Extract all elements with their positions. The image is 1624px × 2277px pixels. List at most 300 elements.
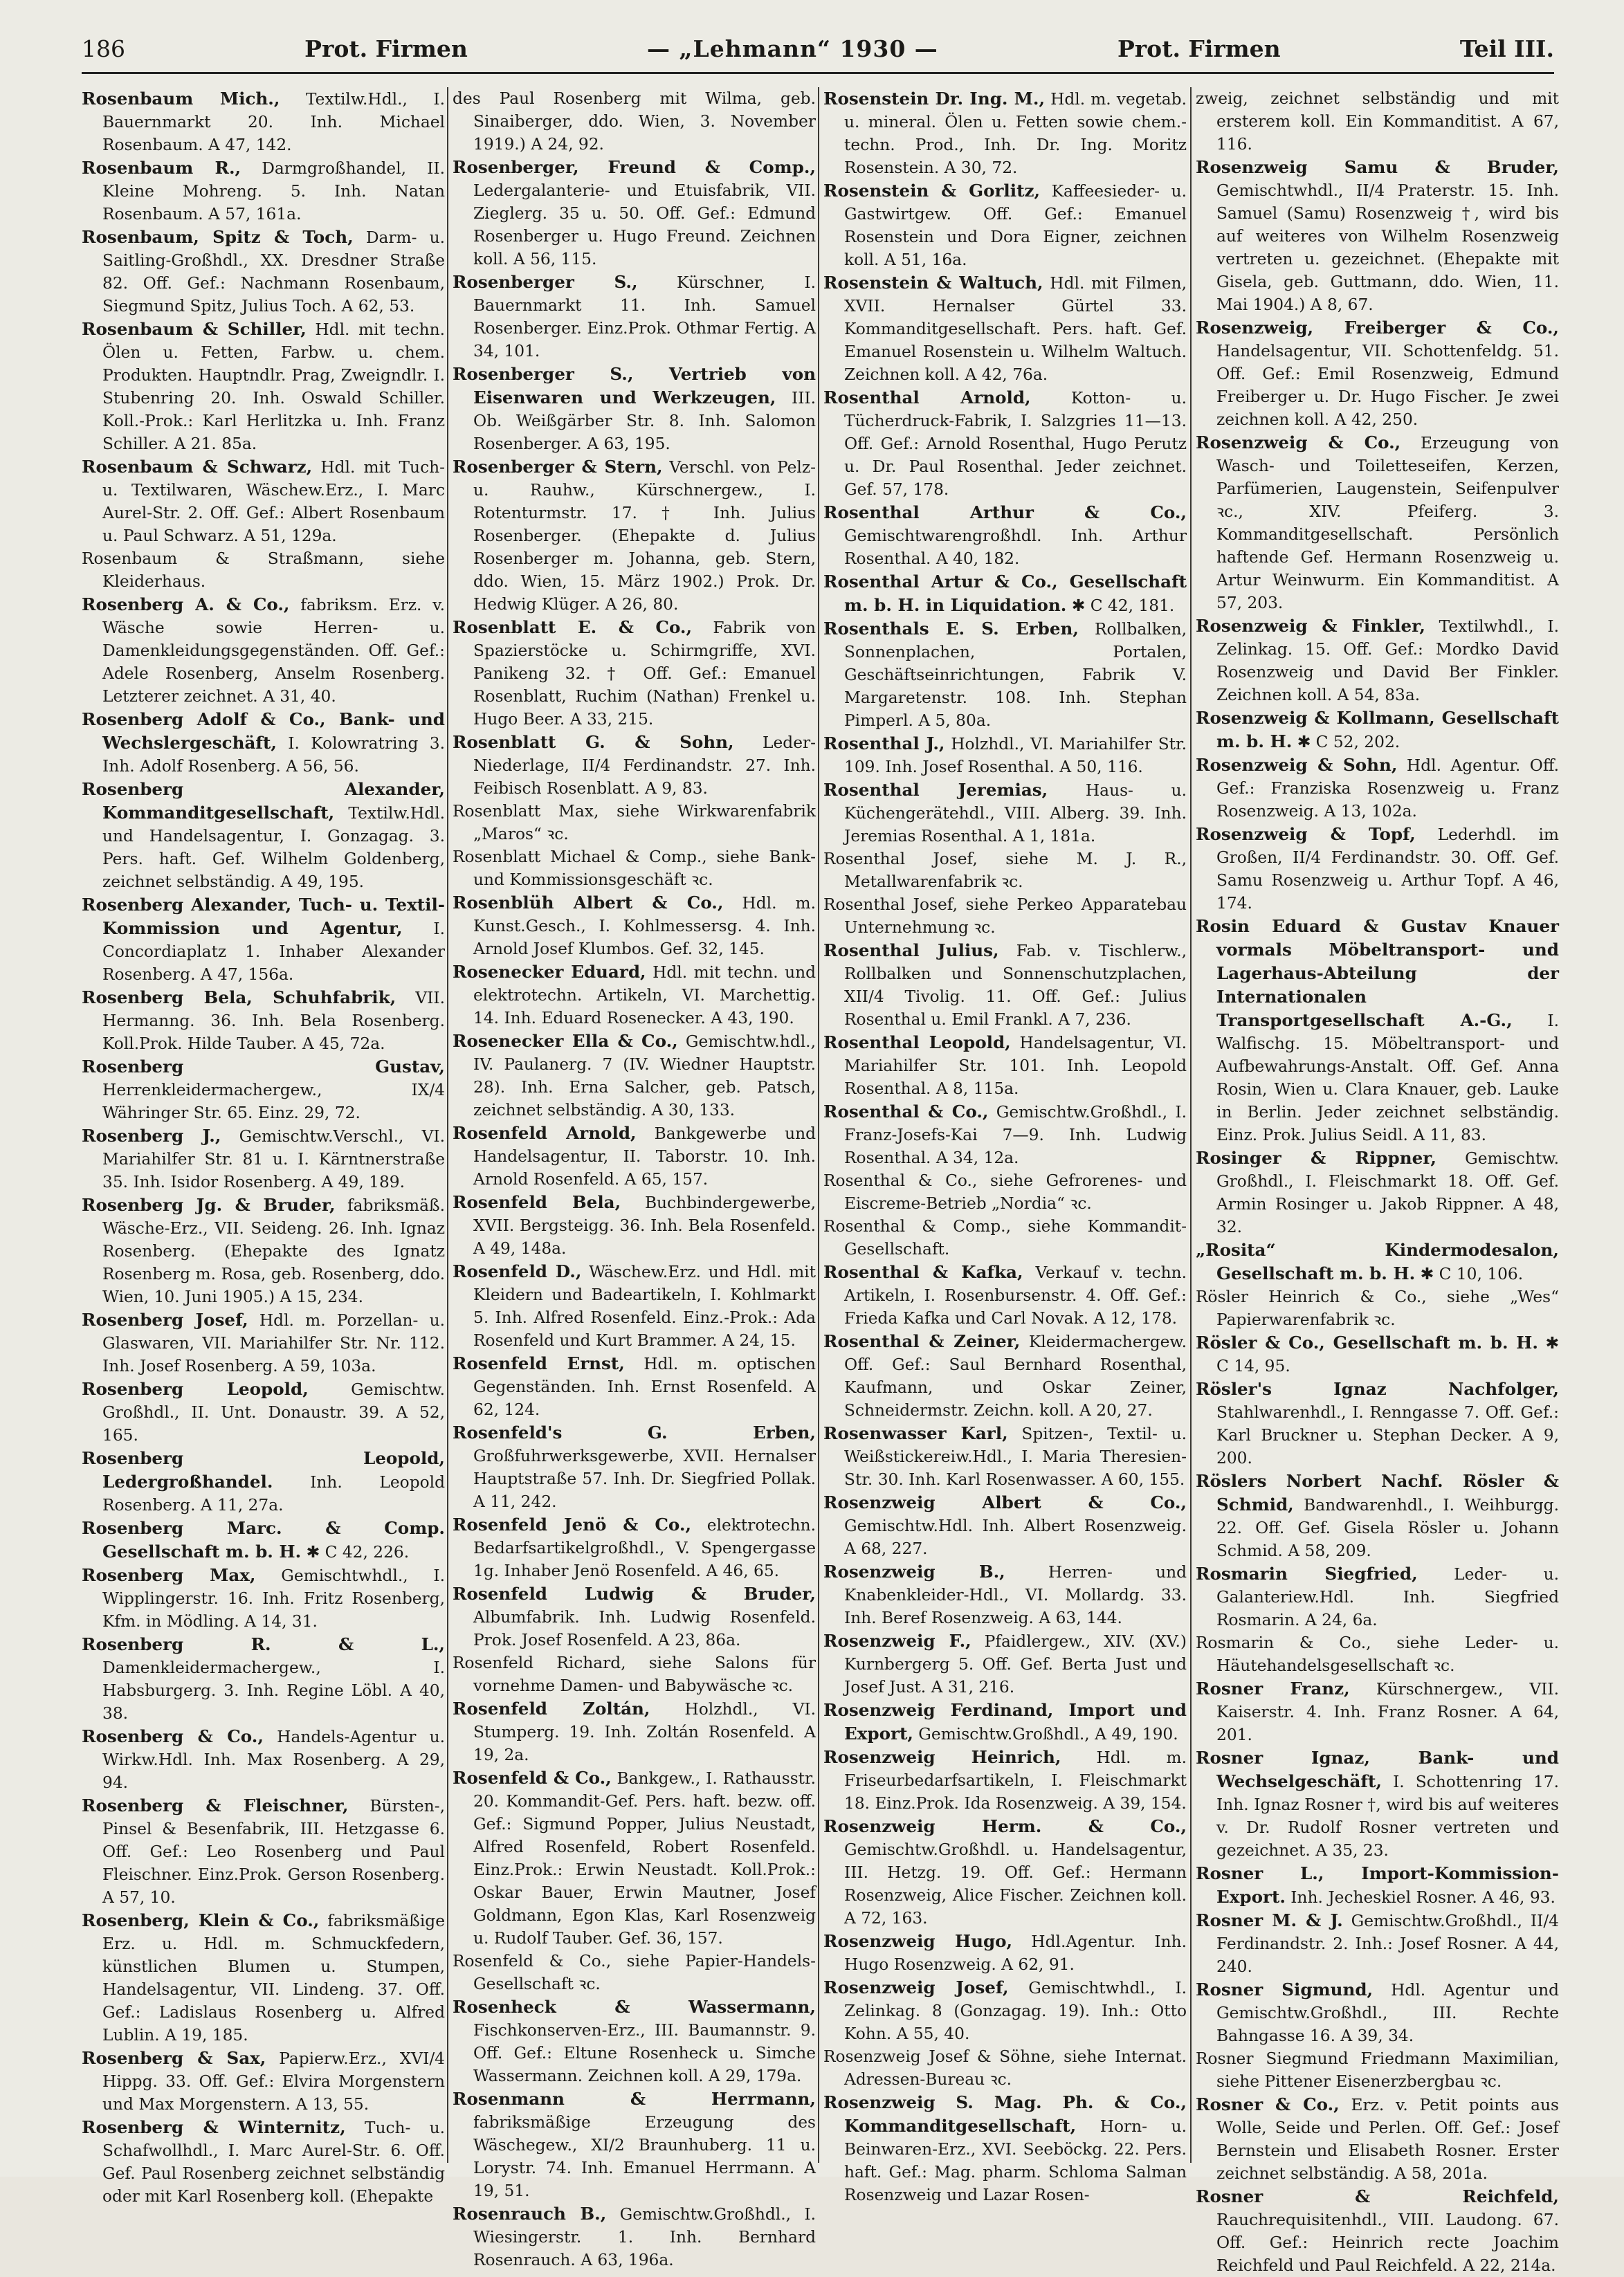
firm-details: Inh. Leopold Rosenberg. A 11, 27a.	[102, 1473, 446, 1515]
firm-details: Gemischtw.Großhdl., I. Wiesingerstr. 1. Inh. Bernhard Rosenrauch. A 63, 196a.	[473, 2205, 816, 2269]
firm-details: ✱ C 10, 106.	[1420, 1265, 1524, 1283]
firm-name: Rosenblatt G. & Sohn,	[453, 732, 734, 752]
firm-details: Gemischtwhdl., I. Zelinkag. 8 (Gonzagag. 19). Inh.: Otto Kohn. A 55, 40.	[844, 1979, 1187, 2043]
firm-details: I. Walfischg. 15. Möbeltransport- und Aufbewahrungs-Anstalt. Off. Gef. Anna Rosin, Wien u. Clara Knauer, geb. Lauke in Berlin. Jeder zeichnet selbständig. Einz. Prok. Julius Seidl. A 11, 83.	[1216, 1012, 1559, 1144]
firm-details: Gemischtw.Verschl., VI. Mariahilfer Str. 81 u. I. Kärntnerstraße 35. Inh. Isidor Rosenberg. A 49, 189.	[102, 1127, 445, 1191]
firm-details: Kaffeesieder- u. Gastwirtgew. Off. Gef.: Emanuel Rosenstein und Dora Eigner, zeichnen koll. A 51, 16a.	[844, 182, 1187, 269]
firm-name: Rosenberg Jg. & Bruder,	[82, 1195, 336, 1215]
firm-name: Rosenzweig F.,	[823, 1631, 971, 1651]
firm-name: Rosenstein & Gorlitz,	[823, 181, 1041, 201]
firm-name: Rosenzweig & Kollmann, Gesellschaft m. b. H.	[1196, 708, 1559, 751]
directory-entry	[823, 1330, 1187, 1422]
firm-details: Papierw.Erz., XVI/4 Hippg. 33. Off. Gef.: Elvira Morgenstern und Max Morgenstern. A 13, 55.	[102, 2049, 445, 2114]
directory-entry	[1196, 1286, 1559, 1331]
directory-entry	[82, 1517, 445, 1564]
firm-name: Rosenzweig Heinrich,	[823, 1747, 1061, 1767]
firm-details: siehe Papier-Handels-Gesellschaft ꝛc.	[473, 1952, 816, 1993]
firm-name: Rosenbaum, Spitz & Toch,	[82, 227, 354, 247]
firm-name: Rosin Eduard & Gustav Knauer vormals Möbeltransport- und Lagerhaus-Abteilung der Internationalen Transportgesellschaft A.-G.,	[1196, 916, 1559, 1030]
firm-name: Rosenzweig & Finkler,	[1196, 616, 1425, 636]
firm-details: ✱ C 42, 181.	[1071, 596, 1175, 615]
directory-entry	[453, 156, 816, 271]
directory-entry	[453, 1995, 816, 2087]
firm-name: Rosenbaum R.,	[82, 158, 241, 178]
section-title-left: Prot. Firmen	[304, 35, 468, 62]
firm-name: Rosenzweig Hugo,	[823, 1931, 1013, 1951]
firm-name: Rosenfeld Ludwig & Bruder,	[453, 1584, 816, 1604]
firm-details: Leder- u. Galanteriew.Hdl. Inh. Siegfried Rosmarin. A 24, 6a.	[1216, 1565, 1559, 1629]
firm-details: fabriksm. Erz. v. Wäsche sowie Herren- u. Damenkleidungsgegenständen. Off. Gef.: Adele Rosenberg, Anselm Rosenberg. Letzterer zeichnet. A 31, 40.	[102, 596, 445, 706]
firm-details: Hdl. m. Friseurbedarfsartikeln, I. Fleischmarkt 18. Einz.Prok. Ida Rosenzweig. A 39, 154.	[844, 1748, 1187, 1813]
firm-details: Bürsten-, Pinsel & Besenfabrik, III. Hetzgasse 6. Off. Gef.: Leo Rosenberg und Paul Fleischner. Einz.Prok. Gerson Rosenberg. A 57, 10.	[102, 1797, 445, 1907]
directory-entry	[453, 271, 816, 363]
directory-entry	[82, 986, 445, 1055]
firm-name: Rosenberger, Freund & Comp.,	[453, 157, 816, 177]
firm-details: Rauchrequisitenhdl., VIII. Laudong. 67. Off. Gef.: Heinrich recte Joachim Reichfeld und Paul Reichfeld. A 22, 214a.	[1216, 2211, 1559, 2275]
directory-entry	[823, 1100, 1187, 1169]
firm-details: Hdl. mit techn. Ölen u. Fetten, Farbw. u. chem. Produkten. Hauptndlr. Prag, Zweigndlr. I. Stubenring 20. Inh. Oswald Schiller. Koll.-Prok.: Karl Herlitzka u. Inh. Franz Schiller. A 21. 85a.	[102, 320, 445, 453]
firm-details: III. Ob. Weißgärber Str. 8. Inh. Salomon Rosenberger. A 63, 195.	[473, 389, 816, 453]
firm-details: I. Schottenring 17. Inh. Ignaz Rosner †, wird bis auf weiteres v. Dr. Rudolf Rosner vertreten und gezeichnet. A 35, 23.	[1216, 1773, 1560, 1860]
directory-entry	[82, 1124, 445, 1194]
firm-details: fabriksmäßige Erzeugung des Wäschegew., XI/2 Braunhuberg. 11 u. Lorystr. 74. Inh. Emanuel Herrmann. A 19, 51.	[473, 2113, 816, 2200]
page-number: 186	[82, 35, 125, 62]
directory-entry	[1196, 823, 1559, 915]
firm-details: Erzeugung von Wasch- und Toiletteseifen, Kerzen, Parfümerien, Laugenstein, Seifenpulver ꝛc., XIV. Pfeiferg. 3. Kommanditgesellschaft. Persönlich haftende Gef. Hermann Rosenzweig u. Artur Weinwurm. Ein Kommanditist. A 57, 203.	[1216, 434, 1560, 612]
firm-details: fabriksmäßige Erz. u. Hdl. m. Schmuckfedern, künstlichen Blumen u. Stumpen, Handelsagentur, VII. Lindeng. 37. Off. Gef.: Ladislaus Rosenberg u. Alfred Lublin. A 19, 185.	[102, 1912, 445, 2045]
firm-name: Rosenfeld's G. Erben,	[453, 1423, 816, 1443]
firm-name: Rosenecker Ella & Co.,	[453, 1031, 678, 1051]
firm-name: Rosenfeld & Co.,	[453, 1952, 612, 1970]
firm-name: Rösler's Ignaz Nachfolger,	[1196, 1379, 1559, 1399]
firm-name: Rosenberg J.,	[82, 1126, 221, 1146]
firm-name: Rosenblatt E. & Co.,	[453, 617, 693, 637]
firm-name: Rosenthal & Comp.,	[823, 1217, 1011, 1236]
directory-entry	[823, 2045, 1187, 2091]
firm-name: Rosenstein & Waltuch,	[823, 273, 1043, 293]
directory-entry	[453, 1513, 816, 1582]
firm-details: Textilw.Hdl., I. Bauernmarkt 20. Inh. Michael Rosenbaum. A 47, 142.	[102, 90, 445, 154]
directory-entry	[823, 778, 1187, 848]
directory-entry	[1196, 1677, 1559, 1746]
firm-name: Rosenfeld Arnold,	[453, 1123, 637, 1143]
firm-details: siehe Bank- und Kommissionsgeschäft ꝛc.	[473, 848, 816, 889]
directory-entry	[823, 570, 1187, 617]
directory-entry	[82, 1447, 445, 1517]
directory-entry	[823, 1560, 1187, 1629]
column-2	[453, 87, 816, 2269]
directory-entry	[1196, 1331, 1559, 1378]
directory-entry	[82, 593, 445, 708]
firm-name: Rosenbaum Mich.,	[82, 89, 280, 109]
directory-entry	[1196, 1862, 1559, 1909]
firm-name: Rosenberg & Co.,	[82, 1726, 264, 1746]
firm-name: Rosenthal Julius,	[823, 940, 999, 960]
directory-entry	[453, 1352, 816, 1421]
firm-name: Rosenbaum & Straßmann,	[82, 549, 365, 568]
firm-details: Leder-Niederlage, II/4 Ferdinandstr. 27. Inh. Feibisch Rosenblatt. A 9, 83.	[473, 733, 816, 798]
firm-name: Rosenberg Bela, Schuhfabrik,	[82, 987, 396, 1007]
directory-entry	[1196, 1562, 1559, 1631]
directory-entry	[823, 1031, 1187, 1100]
firm-name: Rosenrauch B.,	[453, 2204, 607, 2224]
directory-entry	[1196, 316, 1559, 431]
directory-entry	[453, 1766, 816, 1950]
directory-entry	[82, 1308, 445, 1378]
firm-name: Rosenthal Jeremias,	[823, 780, 1048, 800]
firm-details: siehe Kleiderhaus.	[102, 549, 445, 591]
column-divider	[1190, 87, 1192, 2163]
firm-details: Hdl. m. vegetab. u. mineral. Ölen u. Fetten sowie chem.-techn. Prod., Inh. Dr. Ing. Moritz Rosenstein. A 30, 72.	[844, 90, 1187, 177]
firm-name: Rosenberg Leopold, Ledergroßhandel.	[82, 1448, 445, 1492]
firm-name: Rosinger & Rippner,	[1196, 1148, 1436, 1168]
firm-name: Rosenberg, Klein & Co.,	[82, 1910, 320, 1930]
firm-name: Rosner Franz,	[1196, 1679, 1350, 1699]
firm-details: fabriksmäß. Wäsche-Erz., VII. Seideng. 26. Inh. Ignaz Rosenberg. (Ehepakte des Ignatz Rosenberg m. Rosa, geb. Rosenberg, ddo. Wien, 10. Juni 1905.) A 15, 234.	[102, 1196, 446, 1306]
firm-name: Rosenberg Max,	[82, 1565, 256, 1585]
firm-details: ✱ C 14, 95.	[1216, 1334, 1559, 1375]
firm-details: Herren- und Knabenkleider-Hdl., VI. Mollardg. 33. Inh. Beref Rosenzweig. A 63, 144.	[844, 1563, 1187, 1627]
directory-entry	[82, 318, 445, 455]
directory-entry	[823, 732, 1187, 778]
firm-name: Rosenwasser Karl,	[823, 1423, 1008, 1443]
directory-entry	[453, 1122, 816, 1191]
directory-entry	[823, 87, 1187, 179]
directory-entry	[453, 616, 816, 731]
firm-details: Haus- u. Küchengerätehdl., VIII. Alberg. 39. Inh. Jeremias Rosenthal. A 1, 181a.	[844, 781, 1187, 845]
firm-name: Rosenberg R. & L.,	[82, 1634, 445, 1654]
directory-entry	[1196, 706, 1559, 753]
directory-entry	[82, 708, 445, 778]
directory-entry	[823, 1930, 1187, 1976]
directory-entry	[823, 1976, 1187, 2045]
firm-name: Rosenberger S.,	[453, 272, 638, 292]
firm-name: Rosenfeld Zoltán,	[453, 1699, 650, 1719]
firm-name: Rosenberg A. & Co.,	[82, 594, 290, 614]
directory-entry	[823, 1422, 1187, 1491]
firm-details: Hdl. m. Kunst.Gesch., I. Kohlmessersg. 4. Inh. Arnold Josef Klumbos. Gef. 32, 145.	[473, 894, 816, 958]
column-1	[82, 87, 446, 2206]
firm-details: Gemischtw.Hdl. Inh. Albert Rosenzweig. A 68, 227.	[844, 1517, 1187, 1558]
firm-details: siehe Wirkwarenfabrik „Maros“ ꝛc.	[473, 802, 816, 843]
directory-entry	[82, 455, 445, 547]
directory-entry	[453, 455, 816, 616]
column-4	[1196, 87, 1560, 2275]
firm-details: Verschl. von Pelz- u. Rauhw., Kürschnergew., I. Rotenturmstr. 17. † Inh. Julius Rosenberger. (Ehepakte d. Julius Rosenberger m. Johanna, geb. Stern, ddo. Wien, 15. März 1902.) Prok. Dr. Hedwig Klüger. A 26, 80.	[473, 458, 816, 614]
firm-details: siehe Leder- u. Häutehandelsgesellschaft ꝛc.	[1216, 1634, 1560, 1675]
firm-name: Rosenfeld & Co.,	[453, 1768, 612, 1788]
directory-entry	[1196, 156, 1559, 316]
firm-details: siehe Pittener Eisenerzbergbau ꝛc.	[1216, 2072, 1502, 2091]
directory-entry	[823, 617, 1187, 732]
directory-entry	[823, 1491, 1187, 1560]
firm-details: des Paul Rosenberg mit Wilma, geb. Sinaiberger, ddo. Wien, 3. November 1919.) A 24, 92.	[453, 89, 816, 154]
firm-details: Bankgewerbe und Handelsagentur, II. Taborstr. 10. Inh. Arnold Rosenfeld. A 65, 157.	[473, 1124, 816, 1189]
firm-name: Rösler & Co., Gesellschaft m. b. H.	[1196, 1333, 1538, 1353]
firm-name: Rosenzweig Josef & Söhne,	[823, 2047, 1056, 2066]
firm-name: Rosenthal Josef,	[823, 895, 958, 914]
firm-name: Rosenberg Alexander, Kommanditgesellschaft,	[82, 779, 445, 823]
directory-entry	[453, 1652, 816, 1697]
firm-name: Rosmarin Siegfried,	[1196, 1564, 1418, 1584]
firm-details: Tuch- u. Schafwollhdl., I. Marc Aurel-Str. 6. Off. Gef. Paul Rosenberg zeichnet selbständig oder mit Karl Rosenberg koll. (Ehepakte	[102, 2119, 446, 2206]
directory-entry	[82, 1564, 445, 1633]
firm-name: Rosenberg Gustav,	[82, 1057, 445, 1077]
directory-entry	[82, 1055, 445, 1124]
firm-details: Gemischtw.hdl., IV. Paulanerg. 7 (IV. Wiedner Hauptstr. 28). Inh. Erna Salcher, geb. Patsch, zeichnet selbständig. A 30, 133.	[473, 1032, 816, 1119]
firm-details: siehe Salons für vornehme Damen- und Babywäsche ꝛc.	[473, 1654, 816, 1695]
section-title-right: Prot. Firmen	[1117, 35, 1281, 62]
directory-entry	[1196, 2093, 1559, 2185]
directory-entry	[1196, 431, 1559, 614]
column-3	[823, 87, 1187, 2204]
page-header	[82, 29, 1554, 68]
firm-details: Holzhdl., VI. Stumperg. 19. Inh. Zoltán Rosenfeld. A 19, 2a.	[473, 1700, 816, 1764]
firm-details: Hdl. mit Filmen, XVII. Hernalser Gürtel 33. Kommanditgesellschaft. Pers. haft. Gef. Emanuel Rosenstein u. Wilhelm Waltuch. Zeichnen koll. A 42, 76a.	[844, 274, 1187, 384]
firm-details: siehe Kommandit-Gesellschaft.	[844, 1217, 1187, 1259]
firm-details: Hdl.Agentur. Inh. Hugo Rosenzweig. A 62, 91.	[844, 1932, 1187, 1974]
directory-entry	[1196, 915, 1559, 1146]
firm-details: Inh. Jecheskiel Rosner. A 46, 93.	[1290, 1888, 1555, 1907]
directory-entry	[823, 1169, 1187, 1215]
directory-entry	[823, 1699, 1187, 1746]
firm-details: Großfuhrwerksgewerbe, XVII. Hernalser Hauptstraße 57. Inh. Dr. Siegfried Pollak. A 11, 242.	[473, 1447, 816, 1511]
directory-entry	[453, 1950, 816, 1995]
firm-name: Rosenmann & Herrmann,	[453, 2089, 816, 2109]
firm-details: Darm- u. Saitling-Großhdl., XX. Dresdner Straße 82. Off. Gef.: Nachmann Rosenbaum, Siegmund Spitz, Julius Toch. A 62, 53.	[102, 228, 446, 316]
firm-details: Verkauf v. techn. Artikeln, I. Rosenbursenstr. 4. Off. Gef.: Frieda Kafka und Carl Novak. A 12, 178.	[844, 1263, 1187, 1328]
directory-entry	[82, 778, 445, 893]
firm-details: Handels-Agentur u. Wirkw.Hdl. Inh. Max Rosenberg. A 29, 94.	[102, 1728, 446, 1792]
directory-entry	[823, 501, 1187, 570]
directory-entry	[453, 363, 816, 455]
firm-details: Kotton- u. Tücherdruck-Fabrik, I. Salzgries 11—13. Off. Gef.: Arnold Rosenthal, Hugo Perutz u. Dr. Paul Rosenthal. Jeder zeichnet. Gef. 57, 178.	[844, 389, 1187, 499]
directory-entry	[82, 2047, 445, 2116]
directory-entry	[453, 1260, 816, 1352]
firm-details: siehe „Wes“ Papierwarenfabrik ꝛc.	[1216, 1288, 1560, 1329]
directory-entry	[453, 2087, 816, 2202]
directory-entry	[82, 893, 445, 986]
directory-entry	[823, 179, 1187, 271]
column-divider	[447, 87, 448, 2163]
firm-details: I. Concordiaplatz 1. Inhaber Alexander Rosenberg. A 47, 156a.	[102, 920, 445, 984]
firm-details: Albumfabrik. Inh. Ludwig Rosenfeld. Prok. Josef Rosenfeld. A 23, 86a.	[473, 1608, 816, 1649]
firm-details: Damenkleidermachergew., I. Habsburgerg. 3. Inh. Regine Löbl. A 40, 38.	[102, 1658, 445, 1723]
firm-name: Rosenberg & Winternitz,	[82, 2117, 346, 2137]
directory-entry	[823, 893, 1187, 939]
firm-details: Buchbindergewerbe, XVII. Bergsteigg. 36. Inh. Bela Rosenfeld. A 49, 148a.	[473, 1194, 816, 1258]
directory-entry	[82, 226, 445, 318]
directory-entry	[82, 1633, 445, 1725]
firm-details: Textilwhdl., I. Zelinkag. 15. Off. Gef.: Mordko David Rosenzweig und David Ber Finkler. Zeichnen koll. A 54, 83a.	[1216, 617, 1559, 704]
firm-details: Fab. v. Tischlerw., Rollbalken und Sonnenschutzplachen, XII/4 Tivolig. 11. Off. Gef.: Julius Rosenthal u. Emil Frankl. A 7, 236.	[844, 942, 1187, 1029]
firm-name: Rosenthal & Zeiner,	[823, 1331, 1021, 1351]
firm-details: Herrenkleidermachergew., IX/4 Währinger Str. 65. Einz. 29, 72.	[102, 1081, 445, 1122]
firm-name: Rosenfeld D.,	[453, 1261, 582, 1281]
firm-details: Lederhdl. im Großen, II/4 Ferdinandstr. 30. Off. Gef. Samu Rosenzweig u. Arthur Topf. A 46, 174.	[1216, 825, 1559, 913]
directory-entry	[82, 1725, 445, 1794]
firm-name: Rosenzweig Albert & Co.,	[823, 1492, 1187, 1512]
firm-details: Kleidermachergew. Off. Gef.: Saul Bernhard Rosenthal, Kaufmann, und Oskar Zeiner, Schneidermstr. Zeichn. koll. A 20, 27.	[844, 1333, 1187, 1420]
directory-entry	[453, 1191, 816, 1260]
directory-entry	[1196, 1631, 1559, 1677]
firm-details: Spitzen-, Textil- u. Weißstickereiw.Hdl., I. Maria Theresien-Str. 30. Inh. Karl Rosenwasser. A 60, 155.	[844, 1425, 1187, 1489]
firm-name: Rosenberger S., Vertrieb von Eisenwaren und Werkzeugen,	[453, 364, 816, 408]
firm-name: Rosenthal Arnold,	[823, 387, 1031, 408]
directory-entry	[453, 1582, 816, 1652]
publication-title: — „Lehmann“ 1930 —	[647, 35, 938, 62]
directory-entry	[1196, 1909, 1559, 1978]
firm-name: Rosenthal Josef,	[823, 850, 978, 868]
firm-name: Rosenbaum & Schiller,	[82, 319, 307, 339]
directory-entry	[453, 891, 816, 960]
directory-entry	[82, 1794, 445, 1909]
firm-details: Gemischtwhdl., I. Wipplingerstr. 16. Inh. Fritz Rosenberg, Kfm. in Mödling. A 14, 31.	[102, 1566, 445, 1631]
firm-name: Rosner L., Import-Kommission-Export.	[1196, 1863, 1559, 1907]
directory-entry	[453, 1697, 816, 1766]
column-divider	[818, 87, 819, 2163]
firm-name: Rosenthal J.,	[823, 733, 945, 753]
directory-entry	[453, 845, 816, 891]
firm-details: Hdl. mit techn. und elektrotechn. Artikeln, VI. Marchettig. 14. Inh. Eduard Rosenecker. A 43, 190.	[473, 963, 816, 1027]
firm-details: I. Kolowratring 3. Inh. Adolf Rosenberg. A 56, 56.	[102, 734, 446, 776]
directory-entry	[82, 156, 445, 226]
firm-name: Rosenstein Dr. Ing. M.,	[823, 89, 1046, 109]
firm-details: siehe Perkeo Apparatebau Unternehmung ꝛc.	[844, 895, 1187, 937]
firm-name: Rosenbaum & Schwarz,	[82, 457, 313, 477]
firm-name: Rosenzweig & Co.,	[1196, 432, 1401, 452]
firm-name: Rosenthal Leopold,	[823, 1032, 1011, 1052]
firm-name: Rosenthal & Co.,	[823, 1101, 989, 1122]
directory-entry	[1196, 753, 1559, 823]
firm-details: Hdl. m. Porzellan- u. Glaswaren, VII. Mariahilfer Str. Nr. 112. Inh. Josef Rosenberg. A 59, 103a.	[102, 1311, 445, 1375]
directory-entry	[823, 1215, 1187, 1261]
firm-name: Rosenzweig S. Mag. Ph. & Co., Kommanditgesellschaft,	[823, 2092, 1187, 2136]
firm-details: Hdl. mit Tuch- u. Textilwaren, Wäschew.Erz., I. Marc Aurel-Str. 2. Off. Gef.: Albert Rosenbaum u. Paul Schwarz. A 51, 129a.	[102, 458, 445, 545]
directory-entry	[1196, 87, 1559, 156]
directory-entry	[82, 87, 445, 156]
firm-name: Rosenfeld Richard,	[453, 1654, 626, 1672]
firm-details: Holzhdl., VI. Mariahilfer Str. 109. Inh. Josef Rosenthal. A 50, 116.	[844, 735, 1187, 776]
firm-details: Gemischtw.Großhdl. u. Handelsagentur, III. Hetzg. 19. Off. Gef.: Hermann Rosenzweig, Alice Fischer. Zeichnen koll. A 72, 163.	[844, 1840, 1187, 1928]
directory-entry	[1196, 1146, 1559, 1238]
firm-name: Rosenblatt Michael & Comp.,	[453, 848, 707, 866]
firm-details: Erz. v. Petit points aus Wolle, Seide und Perlen. Off. Gef.: Josef Bernstein und Elisabeth Rosner. Erster zeichnet selbständig. A 58, 201a.	[1216, 2096, 1559, 2183]
directory-entry	[1196, 1238, 1559, 1286]
directory-entry	[823, 1746, 1187, 1815]
firm-name: Rosenzweig & Topf,	[1196, 824, 1416, 844]
firm-name: Rosenzweig Samu & Bruder,	[1196, 157, 1559, 177]
firm-name: Rosenberg & Sax,	[82, 2048, 266, 2068]
part-label: Teil III.	[1459, 35, 1554, 62]
directory-entry	[453, 731, 816, 800]
firm-details: Bankgew., I. Rathausstr. 20. Kommandit-Gef. Pers. haft. bezw. off. Gef.: Sigmund Popper, Julius Neustadt, Alfred Rosenfeld, Robert Rosenfeld. Einz.Prok.: Erwin Neustadt. Koll.Prok.: Oskar Bauer, Erwin Mautner, Josef Goldmann, Egon Klas, Karl Rosenzweig u. Rudolf Tauber. Gef. 36, 157.	[473, 1769, 816, 1948]
directory-entry	[823, 1815, 1187, 1930]
directory-entry	[453, 800, 816, 845]
firm-name: Rosenberger & Stern,	[453, 457, 663, 477]
firm-details: Wäschew.Erz. und Hdl. mit Kleidern und Badeartikeln, I. Kohlmarkt 5. Inh. Alfred Rosenfeld. Einz.-Prok.: Ada Rosenfeld und Kurt Brammer. A 24, 15.	[473, 1263, 816, 1350]
firm-name: Rosenblüh Albert & Co.,	[453, 893, 724, 913]
firm-details: Gemischtw. Großhdl., II. Unt. Donaustr. 39. A 52, 165.	[102, 1380, 445, 1445]
firm-name: Rosenthal Artur & Co., Gesellschaft m. b. H. in Liquidation.	[823, 571, 1187, 615]
firm-name: Rosenfeld Bela,	[453, 1192, 621, 1212]
firm-details: Gemischtw.Großhdl., I. Franz-Josefs-Kai 7—9. Inh. Ludwig Rosenthal. A 34, 12a.	[844, 1103, 1187, 1167]
firm-details: elektrotechn. Bedarfsartikelgroßhdl., V. Spengergasse 1g. Inhaber Jenö Rosenfeld. A 46, 65.	[473, 1516, 816, 1580]
firm-name: Rosmarin & Co.,	[1196, 1634, 1371, 1652]
directory-entry	[823, 2091, 1187, 2206]
directory-entry	[82, 547, 445, 593]
firm-name: Rosenfeld Jenö & Co.,	[453, 1515, 692, 1535]
firm-details: Gemischtw.Großhdl., II/4 Ferdinandstr. 2. Inh.: Josef Rosner. A 44, 240.	[1216, 1912, 1560, 1976]
firm-name: Rosenzweig Josef,	[823, 1977, 1009, 1997]
directory-entry	[453, 1030, 816, 1122]
directory-entry	[453, 1421, 816, 1513]
firm-name: Rosenheck & Wassermann,	[453, 1997, 816, 2017]
firm-name: Rosenthal Arthur & Co.,	[823, 502, 1187, 522]
directory-entry	[1196, 1470, 1559, 1562]
firm-details: Fabrik von Spazierstöcke u. Schirmgriffe, XVI. Panikeng 32. † Off. Gef.: Emanuel Rosenblatt, Ruchim (Nathan) Frenkel u. Hugo Beer. A 33, 215.	[473, 619, 816, 729]
directory-entry	[823, 271, 1187, 386]
directory-entry	[823, 939, 1187, 1031]
firm-details: Rollbalken, Sonnenplachen, Portalen, Geschäftseinrichtungen, Fabrik V. Margaretenstr. 108. Inh. Stephan Pimperl. A 5, 80a.	[844, 620, 1187, 730]
firm-name: Rosenzweig Ferdinand, Import und Export,	[823, 1700, 1187, 1744]
firm-details: Kürschner, I. Bauernmarkt 11. Inh. Samuel Rosenberger. Einz.Prok. Othmar Fertig. A 34, 101.	[473, 273, 816, 360]
firm-details: siehe M. J. R., Metallwarenfabrik ꝛc.	[844, 850, 1187, 891]
directory-entry	[823, 848, 1187, 893]
firm-name: Rosenberg Leopold,	[82, 1379, 309, 1399]
firm-name: Rosenzweig B.,	[823, 1562, 1005, 1582]
firm-name: Rosenberg Josef,	[82, 1310, 248, 1330]
firm-details: Gemischtw. Großhdl., I. Fleischmarkt 18. Off. Gef. Armin Rosinger u. Jakob Rippner. A 48, 32.	[1216, 1149, 1559, 1236]
firm-name: Rosenecker Eduard,	[453, 962, 646, 982]
firm-name: Rosenzweig & Sohn,	[1196, 755, 1398, 775]
firm-name: Rösler Heinrich & Co.,	[1196, 1288, 1427, 1306]
firm-name: Rosner M. & J.	[1196, 1910, 1343, 1930]
firm-details: siehe Internat. Adressen-Bureau ꝛc.	[844, 2047, 1187, 2089]
firm-details: Fischkonserven-Erz., III. Baumannstr. 9. Off. Gef.: Eltune Rosenheck u. Simche Wassermann. Zeichnen koll. A 29, 179a.	[473, 2021, 816, 2085]
directory-entry	[1196, 2047, 1559, 2093]
firm-name: Rosner Sigmund,	[1196, 1979, 1374, 2000]
directory-entry	[1196, 1378, 1559, 1470]
firm-name: Röslers Norbert Nachf. Rösler & Schmid,	[1196, 1471, 1559, 1515]
directory-entry	[82, 1909, 445, 2047]
header-rule	[82, 72, 1554, 74]
directory-entry	[82, 1378, 445, 1447]
firm-name: Rosenfeld Ernst,	[453, 1353, 625, 1373]
firm-details: VII. Hermanng. 36. Inh. Bela Rosenberg. Koll.Prok. Hilde Tauber. A 45, 72a.	[102, 989, 445, 1053]
firm-details: Bandwarenhdl., I. Weihburgg. 22. Off. Gef. Gisela Rösler u. Johann Schmid. A 58, 209.	[1216, 1496, 1560, 1560]
firm-name: Rosenberg Alexander, Tuch- u. Textil-Kommission und Agentur,	[82, 895, 445, 938]
firm-details: Hdl. Agentur und Gemischtw.Großhdl., III. Rechte Bahngasse 16. A 39, 34.	[1216, 1981, 1559, 2045]
firm-name: Rosner Siegmund Friedmann Maximilian,	[1196, 2049, 1559, 2068]
firm-name: Rosenthals E. S. Erben,	[823, 619, 1079, 639]
firm-name: Rosner Ignaz, Bank- und Wechselgeschäft,	[1196, 1748, 1559, 1791]
firm-details: Horn- u. Beinwaren-Erz., XVI. Seeböckg. 22. Pers. haft. Gef.: Mag. pharm. Schloma Salman Rosenzweig und Lazar Rosen-	[844, 2117, 1187, 2204]
directory-entry	[453, 2202, 816, 2271]
directory-entry	[1196, 614, 1559, 706]
firm-details: Kürschnergew., VII. Kaiserstr. 4. Inh. Franz Rosner. A 64, 201.	[1216, 1680, 1559, 1744]
firm-name: Rosenzweig, Freiberger & Co.,	[1196, 318, 1559, 338]
firm-details: siehe Gefrorenes- und Eiscreme-Betrieb „Nordia“ ꝛc.	[844, 1171, 1187, 1213]
directory-entry	[1196, 1746, 1559, 1862]
directory-entry	[823, 1261, 1187, 1330]
directory-entry	[453, 87, 816, 156]
firm-name: Rosenberg Adolf & Co., Bank- und Wechslergeschäft,	[82, 709, 445, 753]
firm-name: Rosenblatt Max,	[453, 802, 599, 821]
directory-entry	[82, 2116, 445, 2208]
firm-name: Rosner & Reichfeld,	[1196, 2186, 1559, 2206]
firm-name: Rosenberg & Fleischner,	[82, 1795, 349, 1816]
